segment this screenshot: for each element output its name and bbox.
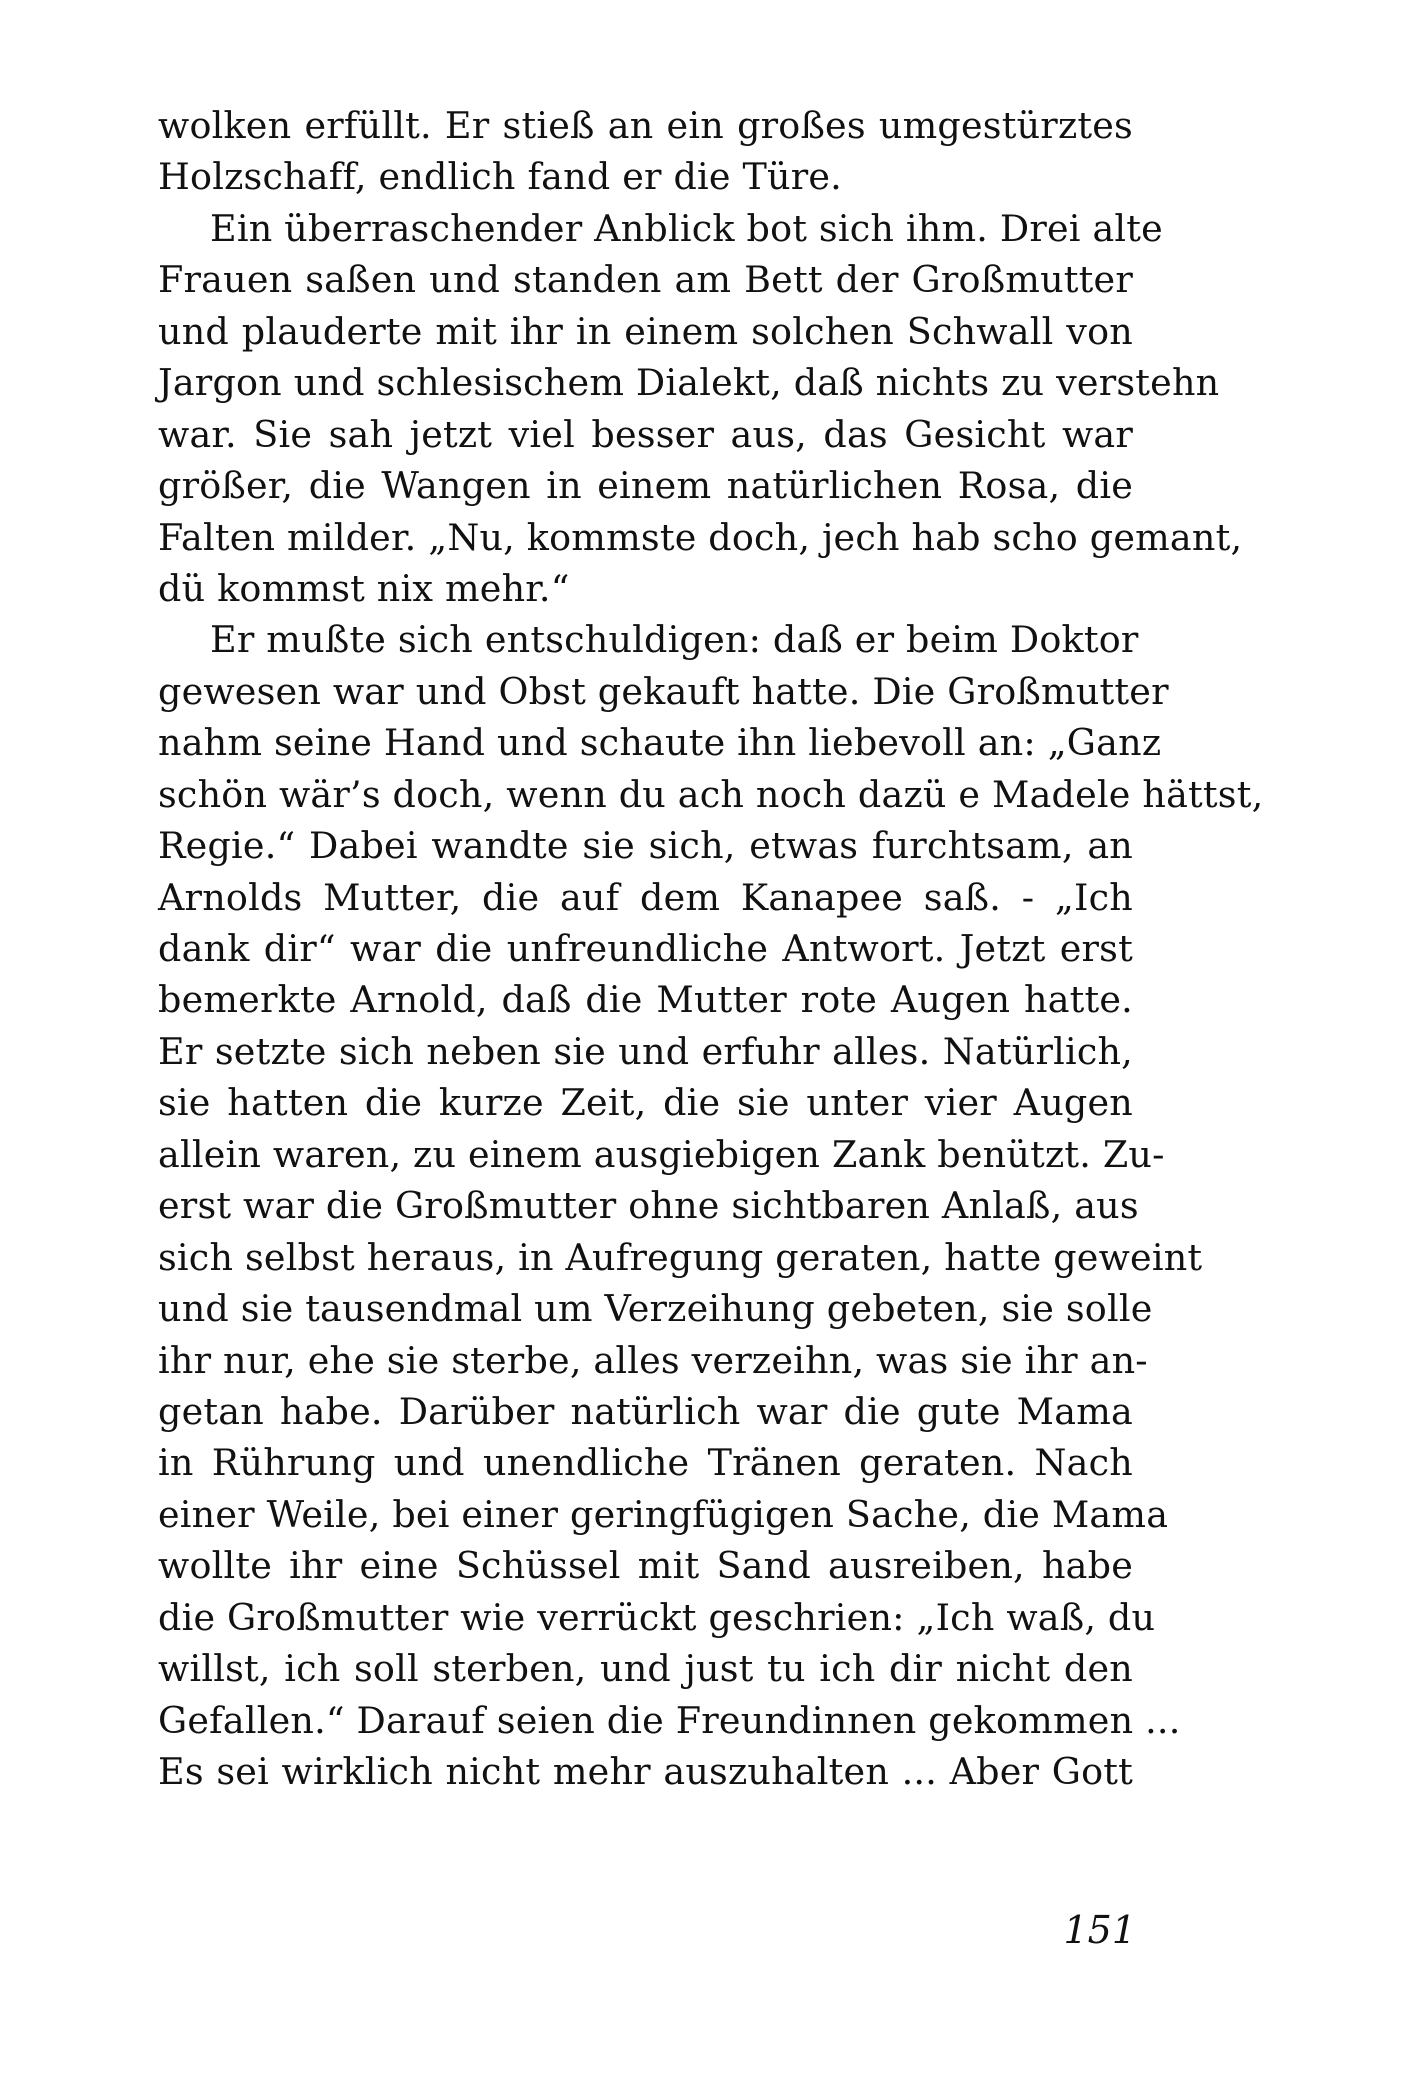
text-line: Er setzte sich neben sie und erfuhr alles. Natürlich, (158, 1029, 1133, 1073)
text-line: größer, die Wangen in einem natürlichen Rosa, die (158, 464, 1133, 508)
text-line: dü kommst nix mehr.“ (158, 566, 570, 610)
text-line: allein waren, zu einem ausgiebigen Zank benützt. Zu- (158, 1132, 1165, 1176)
text-line: Es sei wirklich nicht mehr auszuhalten ... Aber Gott (158, 1750, 1133, 1793)
text-line: Jargon und schlesischem Dialekt, daß nichts zu verstehn (158, 361, 1220, 405)
text-line: und sie tausendmal um Verzeihung gebeten, sie solle (158, 1287, 1153, 1331)
text-line: ihr nur, ehe sie sterbe, alles verzeihn, was sie ihr an- (158, 1338, 1148, 1382)
page-number: 151 (1063, 1908, 1136, 1952)
text-line: in Rührung und unendliche Tränen geraten. Nach (158, 1441, 1133, 1485)
text-line: sich selbst heraus, in Aufregung geraten, hatte geweint (158, 1235, 1203, 1279)
text-line: und plauderte mit ihr in einem solchen Schwall von (158, 309, 1133, 353)
text-line: Gefallen.“ Darauf seien die Freundinnen gekommen ... (158, 1698, 1181, 1742)
text-line: Arnolds Mutter, die auf dem Kanapee saß. - „Ich (158, 875, 1133, 919)
text-line: die Großmutter wie verrückt geschrien: „Ich waß, du (158, 1595, 1156, 1639)
text-line: erst war die Großmutter ohne sichtbaren Anlaß, aus (158, 1184, 1139, 1228)
text-line: war. Sie sah jetzt viel besser aus, das Gesicht war (158, 412, 1133, 456)
text-line: nahm seine Hand und schaute ihn liebevoll an: „Ganz (158, 721, 1162, 765)
text-line: dank dir“ war die unfreundliche Antwort. Jetzt erst (158, 927, 1133, 970)
text-line: bemerkte Arnold, daß die Mutter rote Augen hatte. (158, 978, 1133, 1022)
text-line: einer Weile, bei einer geringfügigen Sache, die Mama (158, 1492, 1169, 1536)
text-line: Falten milder. „Nu, kommste doch, jech hab scho gemant, (158, 515, 1243, 559)
text-line: getan habe. Darüber natürlich war die gute Mama (158, 1389, 1133, 1433)
text-line: Ein überraschender Anblick bot sich ihm. Drei alte (210, 206, 1163, 250)
text-line: sie hatten die kurze Zeit, die sie unter vier Augen (158, 1081, 1133, 1125)
text-line: Holzschaff, endlich fand er die Türe. (158, 155, 842, 199)
text-line: wolken erfüllt. Er stieß an ein großes umgestürztes (158, 104, 1133, 147)
text-line: gewesen war und Obst gekauft hatte. Die Großmutter (158, 669, 1169, 713)
text-line: schön wär’s doch, wenn du ach noch dazü e Madele hättst, (158, 772, 1264, 816)
body-text (158, 100, 1264, 1797)
text-line: Regie.“ Dabei wandte sie sich, etwas furchtsam, an (158, 824, 1133, 868)
text-line: Frauen saßen und standen am Bett der Großmutter (158, 258, 1133, 302)
text-line: willst, ich soll sterben, und just tu ich dir nicht den (158, 1647, 1133, 1691)
text-line: Er mußte sich entschuldigen: daß er beim Doktor (210, 618, 1139, 662)
text-line: wollte ihr eine Schüssel mit Sand ausreiben, habe (158, 1544, 1133, 1588)
